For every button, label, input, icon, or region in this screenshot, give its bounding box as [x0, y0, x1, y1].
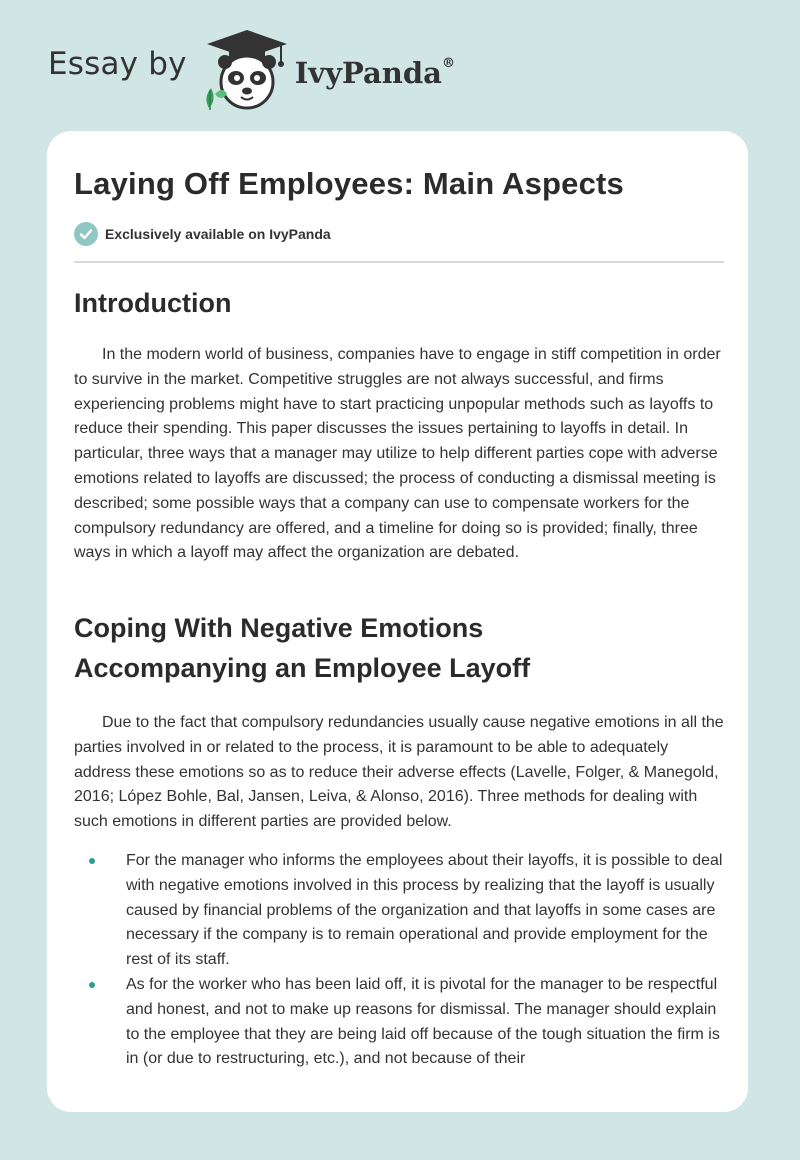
bullet-icon	[89, 982, 95, 988]
intro-paragraph: In the modern world of business, companies have to engage in stiff competition in order to survive in the market. Competitive struggles are not always successful, and firms experiencing problems might have to start practicing unpopular methods such as layoffs to reduce their spending. This paper discusses the issues pertaining to layoffs in detail. In particular, three ways that a manager may utilize to help different parties cope with adverse emotions related to layoffs are discussed; the process of conducting a dismissal meeting is described; some possible ways that a company can use to compensate workers for the compulsory redundancy are offered, and a timeline for doing so is provided; finally, three ways in which a layoff may affect the organization are debated.	[74, 346, 721, 562]
brand-name[interactable]: IvyPanda®	[294, 56, 455, 90]
list-item: For the manager who informs the employees about their layoffs, it is possible to deal with negative emotions involved in this process by realizing that the layoff is usually caused by financial problems of the organization and that layoffs in some cases are necessary if the company is to remain operational and provide employment for the rest of its staff.	[74, 849, 724, 973]
panda-logo-icon	[201, 28, 293, 112]
exclusive-badge	[74, 222, 331, 246]
exclusive-label: Exclusively available on IvyPanda	[105, 226, 331, 242]
registered-mark: ®	[441, 56, 455, 71]
divider	[74, 261, 724, 263]
list-item: As for the worker who has been laid off, it is pivotal for the manager to be respectful and honest, and not to make up reasons for dismissal. The manager should explain to the employee that they are being laid off because of the tough situation the firm is in (or due to restructuring, etc.), and not because of their	[74, 973, 724, 1072]
heading-line: Accompanying an Employee Layoff	[74, 653, 531, 683]
check-icon	[74, 222, 98, 246]
section-heading-introduction: Introduction	[74, 288, 232, 318]
coping-paragraph: Due to the fact that compulsory redundancies usually cause negative emotions in all the parties involved in or related to the process, it is paramount to be able to adequately address these emotions so as to reduce their adverse effects (Lavelle, Folger, & Manegold, 2016; López Bohle, Bal, Jansen, Leiva, & Alonso, 2016). Three methods for dealing with such emotions in different parties are provided below.	[74, 714, 724, 831]
section-heading-coping	[74, 608, 530, 688]
bullet-icon	[89, 858, 95, 864]
article-card	[47, 131, 748, 1112]
bullet-list	[74, 849, 724, 1072]
page-title: Laying Off Employees: Main Aspects	[74, 166, 624, 201]
brand-header	[48, 28, 455, 112]
heading-line: Coping With Negative Emotions	[74, 613, 484, 643]
brand-prefix: Essay by	[48, 46, 187, 82]
